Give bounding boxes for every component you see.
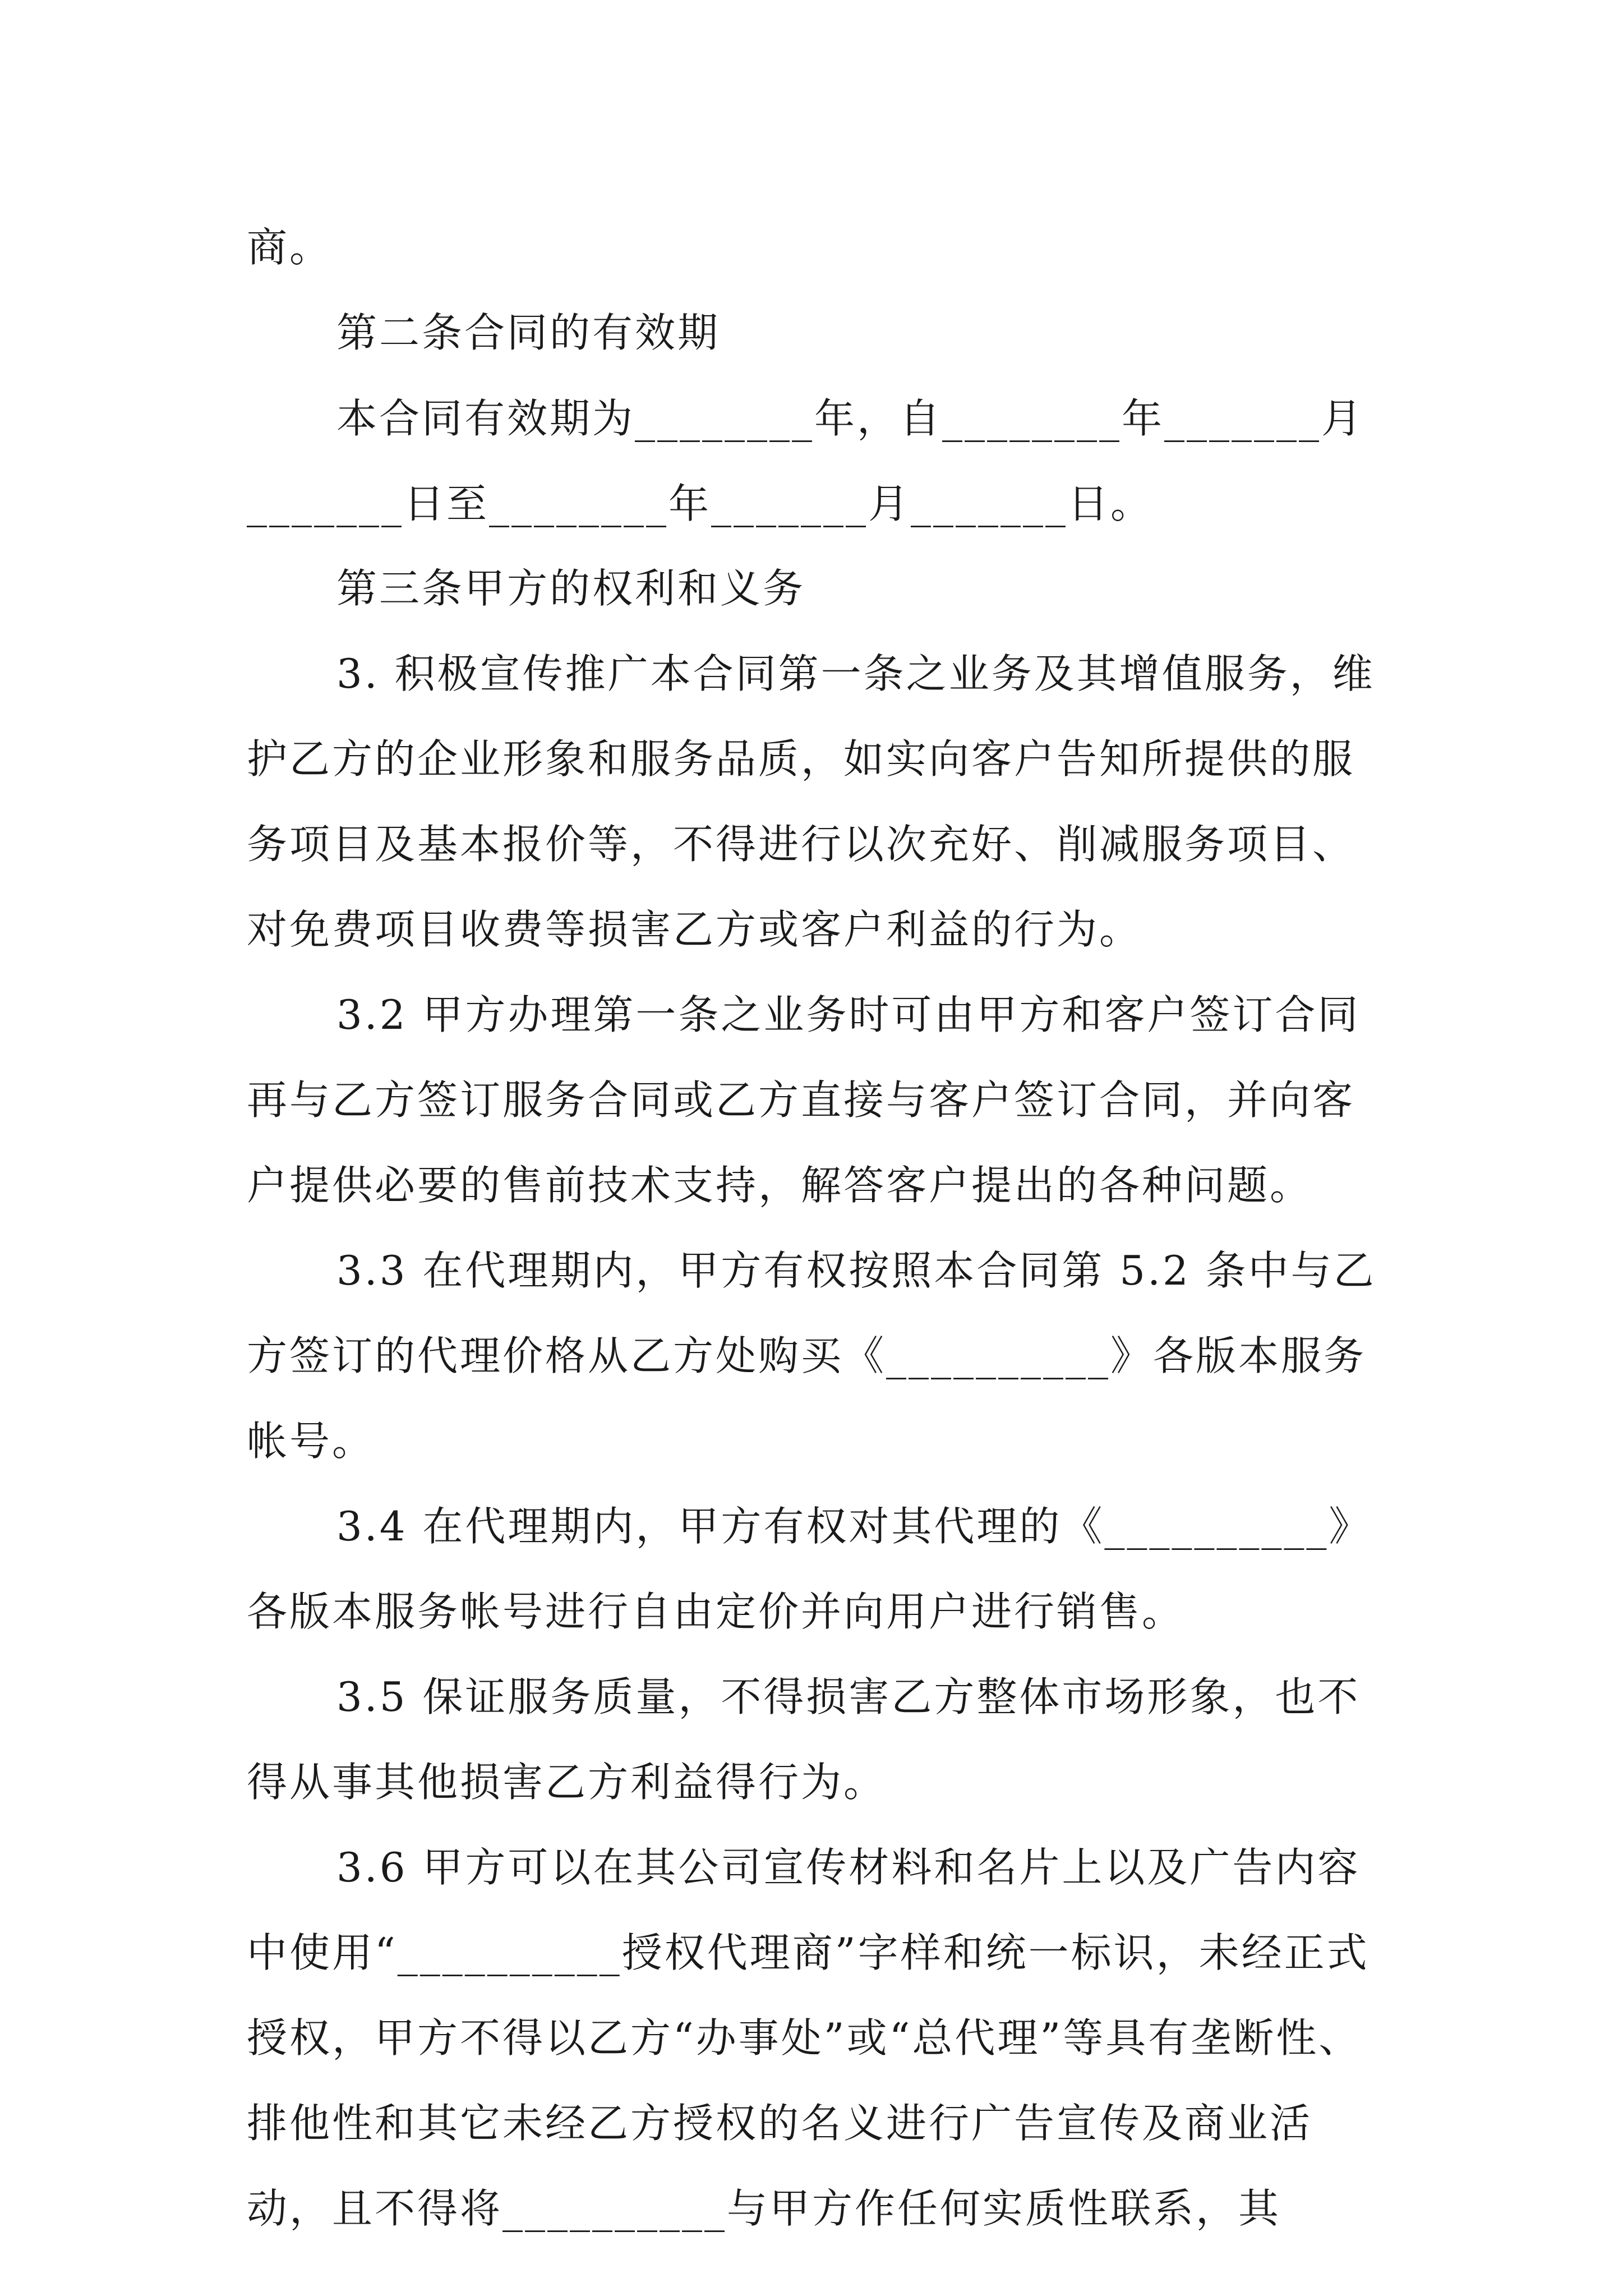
clause-3-4: 3.4 在代理期内，甲方有权对其代理的《__________》各版本服务帐号进行自由定价并向用户进行销售。 — [247, 1503, 1372, 1635]
clause-3-6: 3.6 甲方可以在其公司宣传材料和名片上以及广告内容中使用“__________授权代理商”字样和统一标识，未经正式授权，甲方不得以乙方“办事处”或“总代理”等具有垄断性、排他性和其它未经乙方授权的名义进行广告宣传及商业活动，且不得将__________与甲方作任何实质性联系，其 — [247, 1844, 1370, 2232]
article-2-heading: 第二条合同的有效期 — [336, 309, 721, 356]
article-2-body: 本合同有效期为________年，自________年_______月_______日至________年_______月_______日。 — [247, 395, 1364, 527]
continued-text: 商。 — [247, 224, 333, 271]
clause-3-5: 3.5 保证服务质量，不得损害乙方整体市场形象，也不得从事其他损害乙方利益得行为。 — [247, 1673, 1361, 1806]
clause-3-3: 3.3 在代理期内，甲方有权按照本合同第 5.2 条中与乙方签订的代理价格从乙方处购买《__________》各版本服务帐号。 — [247, 1247, 1376, 1465]
clause-3-2: 3.2 甲方办理第一条之业务时可由甲方和客户签订合同再与乙方签订服务合同或乙方直接与客户签订合同，并向客户提供必要的售前技术支持，解答客户提出的各种问题。 — [247, 991, 1361, 1209]
clause-3-1: 3. 积极宣传推广本合同第一条之业务及其增值服务，维护乙方的企业形象和服务品质，如实向客户告知所提供的服务项目及基本报价等，不得进行以次充好、削减服务项目、对免费项目收费等损害乙方或客户利益的行为。 — [247, 650, 1375, 953]
article-3-heading: 第三条甲方的权利和义务 — [336, 565, 806, 612]
